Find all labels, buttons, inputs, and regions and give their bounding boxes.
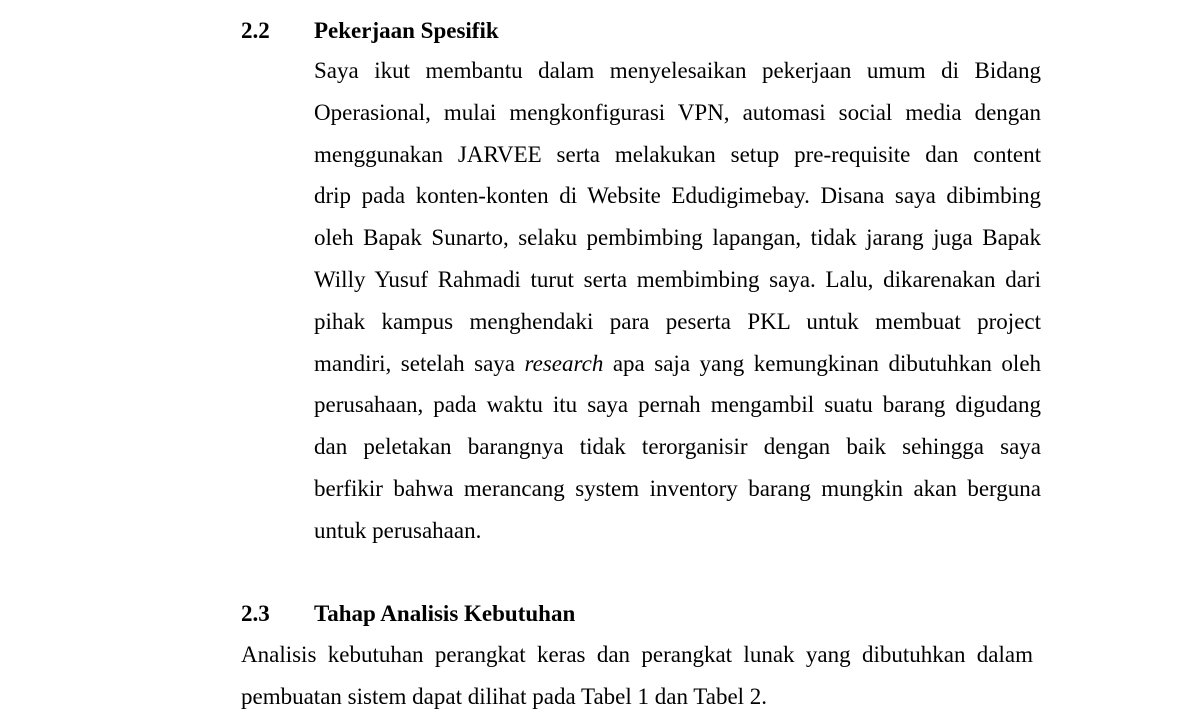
italic-term: research [524, 350, 604, 376]
line-text: apa saja yang kemungkinan dibutuhkan oleh [612, 350, 1042, 376]
section-number: 2.3 [241, 601, 270, 626]
paragraph-line: perusahaan, pada waktu itu saya pernah mengambil suatu barang digudang [314, 392, 1041, 418]
section-heading-2-2 [241, 17, 1041, 45]
paragraph-line: Saya ikut membantu dalam menyelesaikan pekerjaan umum di Bidang [314, 58, 1041, 83]
section-heading-2-3 [241, 600, 1041, 628]
paragraph-line: berfikir bahwa merancang system inventory barang mungkin akan berguna [314, 475, 1041, 501]
section-title: Tahap Analisis Kebutuhan [314, 601, 576, 626]
paragraph-line: Operasional, mulai mengkonfigurasi VPN, automasi social media dengan [314, 99, 1041, 125]
line-text: mandiri, setelah saya [314, 350, 516, 376]
paragraph-line: dan peletakan barangnya tidak terorganisir dengan baik sehingga saya [314, 434, 1041, 460]
section-2-3-paragraph [241, 634, 1033, 718]
paragraph-line: pihak kampus menghendaki para peserta PKL untuk membuat project [314, 308, 1041, 334]
paragraph-line: oleh Bapak Sunarto, selaku pembimbing lapangan, tidak jarang juga Bapak [314, 225, 1041, 251]
paragraph-line: Analisis kebutuhan perangkat keras dan perangkat lunak yang dibutuhkan dalam [241, 642, 1033, 667]
paragraph-line: drip pada konten-konten di Website Edudigimebay. Disana saya dibimbing [314, 183, 1041, 209]
paragraph-line: Willy Yusuf Rahmadi turut serta membimbing saya. Lalu, dikarenakan dari [314, 266, 1041, 292]
paragraph-line: menggunakan JARVEE serta melakukan setup pre-requisite dan content [314, 141, 1041, 167]
section-title: Pekerjaan Spesifik [314, 18, 499, 43]
paragraph-line: untuk perusahaan. [314, 517, 482, 543]
paragraph-line: pembuatan sistem dapat dilihat pada Tabel 1 dan Tabel 2. [241, 683, 768, 709]
section-number: 2.2 [241, 18, 270, 43]
section-2-2-paragraph [314, 50, 1041, 552]
paragraph-line-with-italic [314, 343, 1041, 385]
